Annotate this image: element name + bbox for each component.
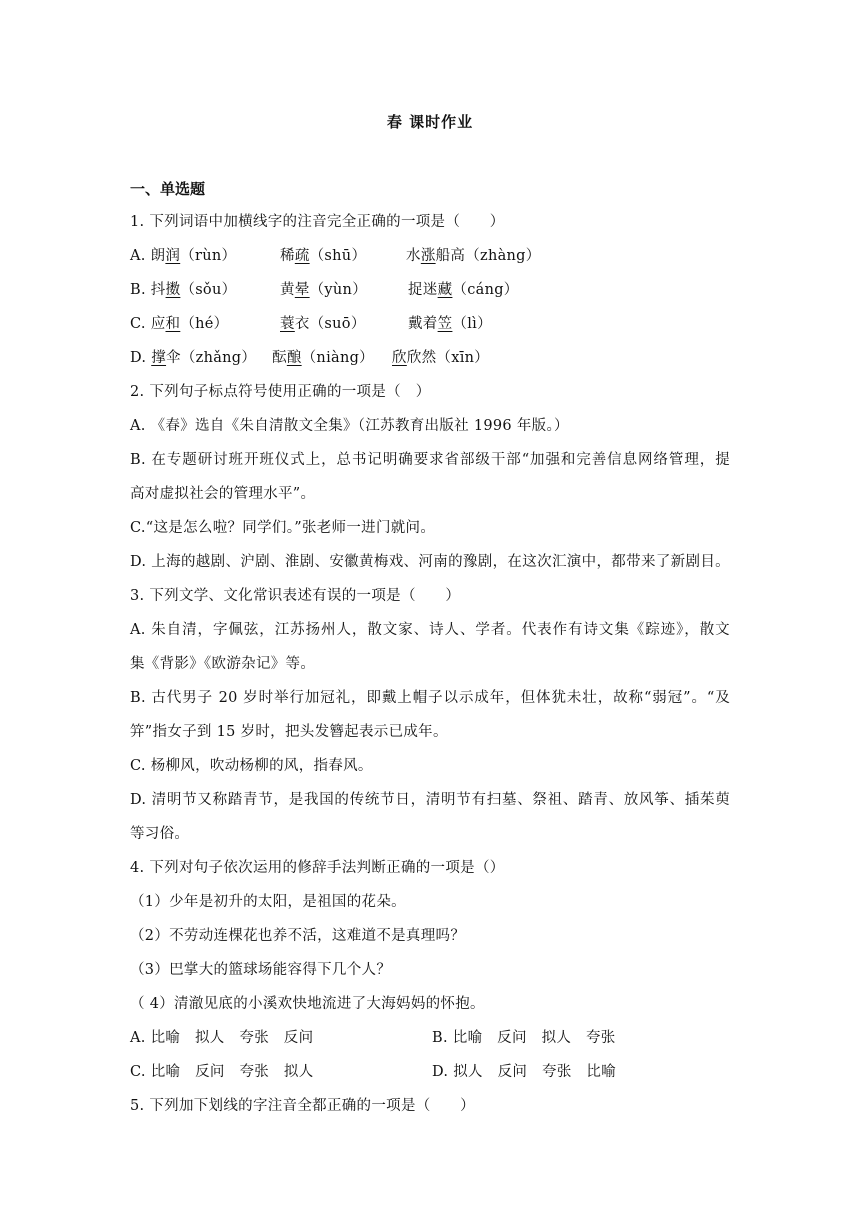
question-2-stem: 2. 下列句子标点符号使用正确的一项是（ ） [130, 384, 431, 400]
question-3-stem: 3. 下列文学、文化常识表述有误的一项是（ ） [130, 588, 461, 604]
question-4-option-c: C. 比喻 反问 夸张 拟人 [130, 1064, 314, 1080]
question-2-option-d: D. 上海的越剧、沪剧、淮剧、安徽黄梅戏、河南的豫剧，在这次汇演中，都带来了新剧目。 [130, 554, 730, 570]
question-4-option-b: B. 比喻 反问 拟人 夸张 [432, 1030, 616, 1046]
question-3-option-b-line1: B. 古代男子 20 岁时举行加冠礼，即戴上帽子以示成年，但体犹未壮，故称“弱冠”。“及 [130, 690, 730, 706]
question-1-option-b: B. 抖擞（sǒu） 黄晕（yùn） 捉迷藏（cáng） [130, 282, 519, 298]
question-2-option-b-line2: 高对虚拟社会的管理水平”。 [130, 486, 316, 502]
question-3-option-b-line2: 笄”指女子到 15 岁时，把头发簪起表示已成年。 [130, 724, 448, 740]
question-4-sentence-4: （ 4）清澈见底的小溪欢快地流进了大海妈妈的怀抱。 [130, 996, 485, 1012]
question-1-option-c: C. 应和（hé） 蓑衣（suō） 戴着笠（lì） [130, 316, 492, 332]
question-4-option-d: D. 拟人 反问 夸张 比喻 [432, 1064, 617, 1080]
question-3-option-a-line1: A. 朱自清，字佩弦，江苏扬州人，散文家、诗人、学者。代表作有诗文集《踪迹》，散文 [130, 622, 730, 638]
question-1-option-a: A. 朗润（rùn） 稀疏（shū） 水涨船高（zhàng） [130, 248, 541, 264]
question-2-option-b-line1: B. 在专题研讨班开班仪式上，总书记明确要求省部级干部“加强和完善信息网络管理，提 [130, 452, 730, 468]
question-5-stem: 5. 下列加下划线的字注音全都正确的一项是（ ） [130, 1098, 475, 1114]
question-3-option-a-line2: 集《背影》《欧游杂记》等。 [130, 656, 316, 672]
question-4-sentence-2: （2）不劳动连棵花也养不活，这难道不是真理吗？ [130, 928, 466, 944]
question-2-option-c: C.“这是怎么啦？同学们。”张老师一进门就问。 [130, 520, 436, 536]
question-2-option-a: A. 《春》选自《朱自清散文全集》（江苏教育出版社 1996 年版。） [130, 418, 569, 434]
question-4-option-a: A. 比喻 拟人 夸张 反问 [130, 1030, 314, 1046]
question-1-stem: 1. 下列词语中加横线字的注音完全正确的一项是（ ） [130, 214, 505, 230]
question-3-option-c: C. 杨柳风，吹动杨柳的风，指春风。 [130, 758, 373, 774]
question-3-option-d-line2: 等习俗。 [130, 826, 190, 842]
page-title: 春 课时作业 [386, 113, 474, 131]
section-heading: 一、单选题 [130, 180, 206, 198]
question-4-stem: 4. 下列对句子依次运用的修辞手法判断正确的一项是（） [130, 860, 505, 876]
question-1-option-d: D. 撑伞（zhǎng） 酝酿（niàng） 欣欣然（xīn） [130, 350, 490, 366]
question-3-option-d-line1: D. 清明节又称踏青节，是我国的传统节日，清明节有扫墓、祭祖、踏青、放风筝、插茱萸 [130, 792, 730, 808]
question-4-sentence-1: （1）少年是初升的太阳，是祖国的花朵。 [130, 894, 406, 910]
question-4-sentence-3: （3）巴掌大的篮球场能容得下几个人？ [130, 962, 392, 978]
